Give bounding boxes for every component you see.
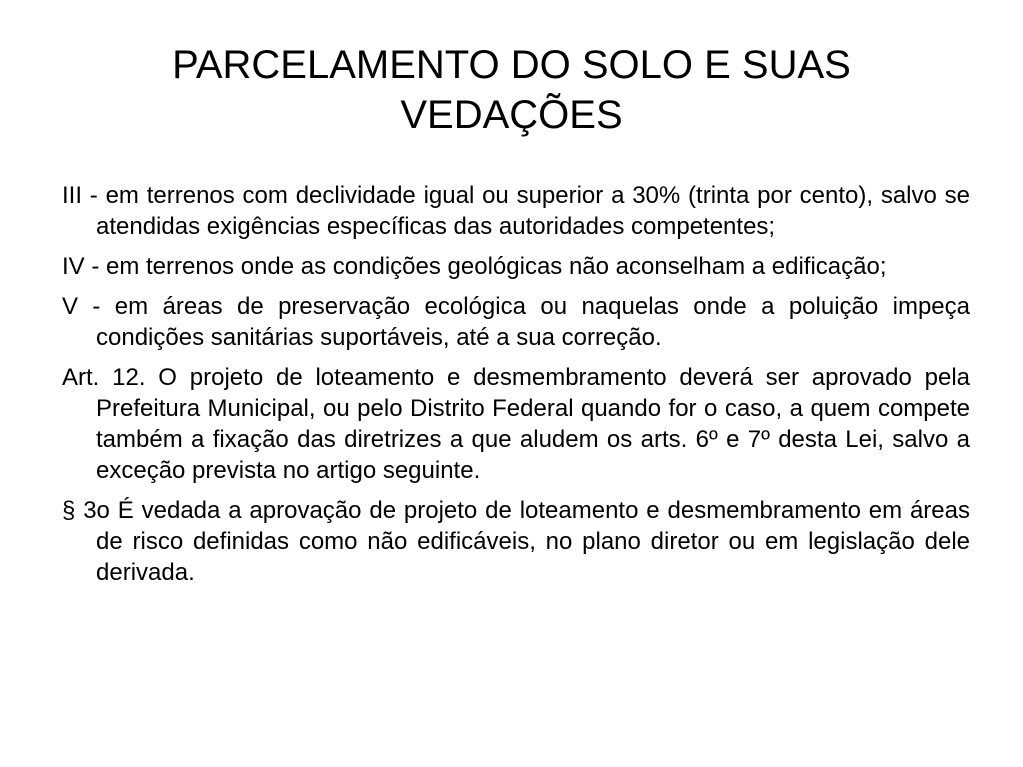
slide-title-line-2: VEDAÇÕES: [400, 93, 623, 137]
slide-title-line-1: PARCELAMENTO DO SOLO E SUAS: [172, 43, 851, 87]
paragraph-section-3o: § 3o É vedada a aprovação de projeto de loteamento e desmembramento em áreas de risco definidas como não edificáveis, no plano diretor ou em legislação dele derivada.: [62, 497, 970, 586]
slide-body: [62, 180, 970, 597]
paragraph-item-iii: III - em terrenos com declividade igual ou superior a 30% (trinta por cento), salvo se atendidas exigências específicas das autoridades competentes;: [62, 182, 970, 240]
paragraph-item-iv: IV - em terrenos onde as condições geológicas não aconselham a edificação;: [62, 253, 887, 280]
paragraph-item-v: V - em áreas de preservação ecológica ou naquelas onde a poluição impeça condições sanitárias suportáveis, até a sua correção.: [62, 293, 970, 351]
paragraph-art-12: Art. 12. O projeto de loteamento e desmembramento deverá ser aprovado pela Prefeitura Municipal, ou pelo Distrito Federal quando for o caso, a quem compete também a fixação das diretrizes a que aludem os arts. 6º e 7º desta Lei, salvo a exceção prevista no artigo seguinte.: [62, 364, 970, 484]
slide-title: [60, 40, 963, 140]
